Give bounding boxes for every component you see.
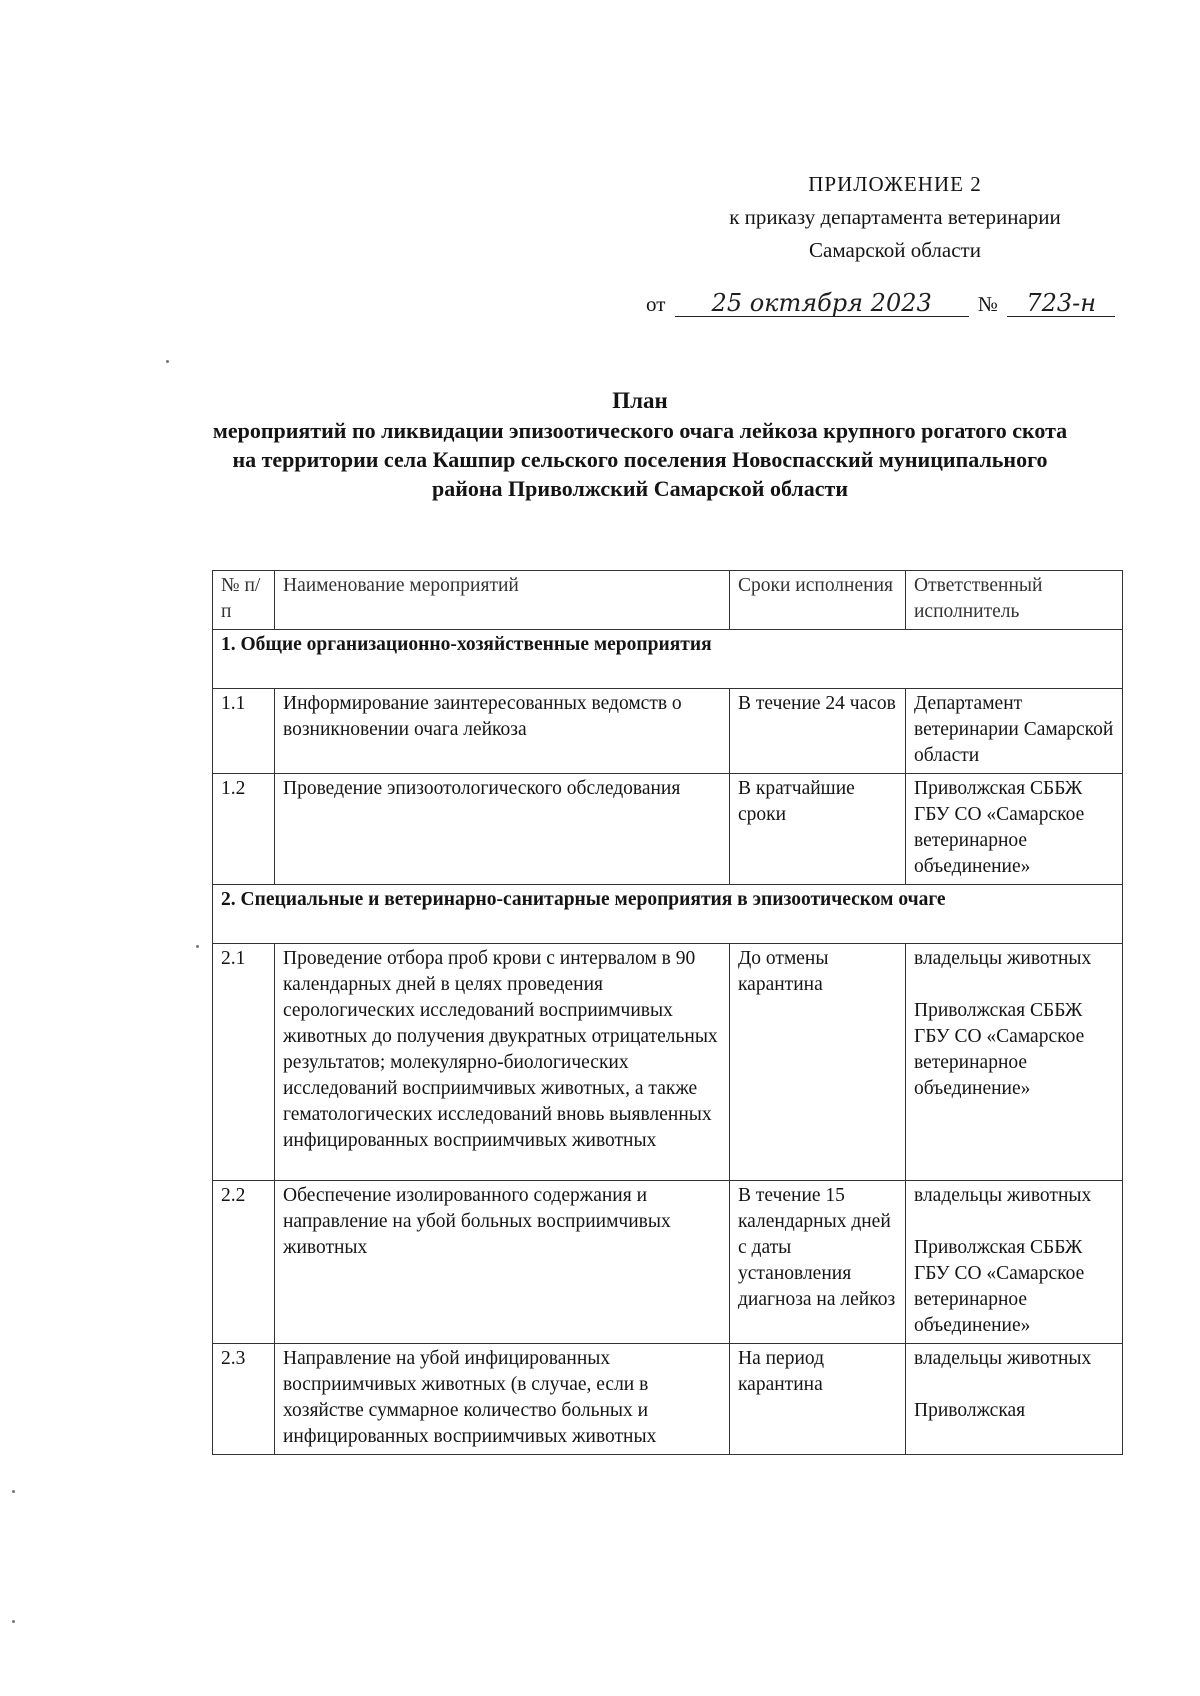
row-responsible: [906, 1181, 1123, 1344]
scan-speck: [12, 1620, 15, 1623]
row-name: Проведение эпизоотологического обследования: [275, 774, 730, 885]
row-name: Информирование заинтересованных ведомств о возникновении очага лейкоза: [275, 689, 730, 774]
row-number: 2.1: [213, 944, 275, 1181]
appendix-line-2: к приказу департамента ветеринарии: [729, 205, 1061, 229]
table-row: [213, 774, 1123, 885]
row-term: В течение 15 календарных дней с даты установления диагноза на лейкоз: [730, 1181, 906, 1344]
order-reference: [646, 290, 1106, 317]
scan-speck: [196, 945, 199, 948]
header-number: № п/п: [213, 571, 275, 630]
scan-speck: [12, 1490, 15, 1493]
table-row: [213, 1181, 1123, 1344]
row-number: 1.2: [213, 774, 275, 885]
row-number: 2.3: [213, 1344, 275, 1455]
order-date: 25 октября 2023: [675, 290, 969, 317]
header-term: Сроки исполнения: [730, 571, 906, 630]
title-line-2: мероприятий по ликвидации эпизоотического очага лейкоза крупного рогатого скота на территории села Кашпир сельского поселения Новоспасский муниципального района Приволжский Самарской области: [212, 418, 1068, 501]
row-responsible: [906, 689, 1123, 774]
order-number-label: №: [977, 292, 998, 316]
row-term: До отмены карантина: [730, 944, 906, 1181]
appendix-line-3: Самарской области: [809, 238, 981, 262]
responsible-line: Приволжская СББЖ ГБУ СО «Самарское ветеринарное объединение»: [914, 1237, 1085, 1336]
responsible-line: владельцы животных: [914, 1348, 1092, 1369]
scan-speck: [166, 360, 169, 363]
appendix-block: [660, 168, 1130, 267]
responsible-line: владельцы животных: [914, 948, 1092, 969]
appendix-heading: ПРИЛОЖЕНИЕ 2: [808, 172, 982, 196]
header-name: Наименование мероприятий: [275, 571, 730, 630]
plan-table: [212, 570, 1123, 1455]
responsible-line: Приволжская СББЖ ГБУ СО «Самарское ветеринарное объединение»: [914, 1000, 1085, 1099]
row-number: 2.2: [213, 1181, 275, 1344]
title-line-1: План: [612, 388, 668, 413]
table-row: [213, 944, 1123, 1181]
section-title: 1. Общие организационно-хозяйственные мероприятия: [213, 630, 1123, 689]
header-responsible: Ответственный исполнитель: [906, 571, 1123, 630]
table-row: [213, 689, 1123, 774]
row-responsible: [906, 944, 1123, 1181]
section-row: [213, 630, 1123, 689]
responsible-line: Приволжская: [914, 1400, 1026, 1421]
section-row: [213, 885, 1123, 944]
row-term: В течение 24 часов: [730, 689, 906, 774]
document-title: [200, 386, 1080, 503]
table-header-row: [213, 571, 1123, 630]
row-responsible: [906, 774, 1123, 885]
row-name: Обеспечение изолированного содержания и направление на убой больных восприимчивых животных: [275, 1181, 730, 1344]
row-number: 1.1: [213, 689, 275, 774]
row-term: На период карантина: [730, 1344, 906, 1455]
order-from-label: от: [646, 292, 666, 316]
order-number: 723-н: [1007, 290, 1115, 317]
row-term: В кратчайшие сроки: [730, 774, 906, 885]
responsible-line: Департамент ветеринарии Самарской области: [914, 693, 1114, 766]
responsible-line: владельцы животных: [914, 1185, 1092, 1206]
row-name: Проведение отбора проб крови с интервалом в 90 календарных дней в целях проведения серологических исследований восприимчивых животных до получения двукратных отрицательных результатов; молекулярно-биологических исследований восприимчивых животных, а также гематологических исследований вновь выявленных инфицированных восприимчивых животных: [275, 944, 730, 1181]
row-responsible: [906, 1344, 1123, 1455]
row-name: Направление на убой инфицированных восприимчивых животных (в случае, если в хозяйстве суммарное количество больных и инфицированных восприимчивых животных: [275, 1344, 730, 1455]
table-row: [213, 1344, 1123, 1455]
responsible-line: Приволжская СББЖ ГБУ СО «Самарское ветеринарное объединение»: [914, 778, 1085, 877]
section-title: 2. Специальные и ветеринарно-санитарные мероприятия в эпизоотическом очаге: [213, 885, 1123, 944]
